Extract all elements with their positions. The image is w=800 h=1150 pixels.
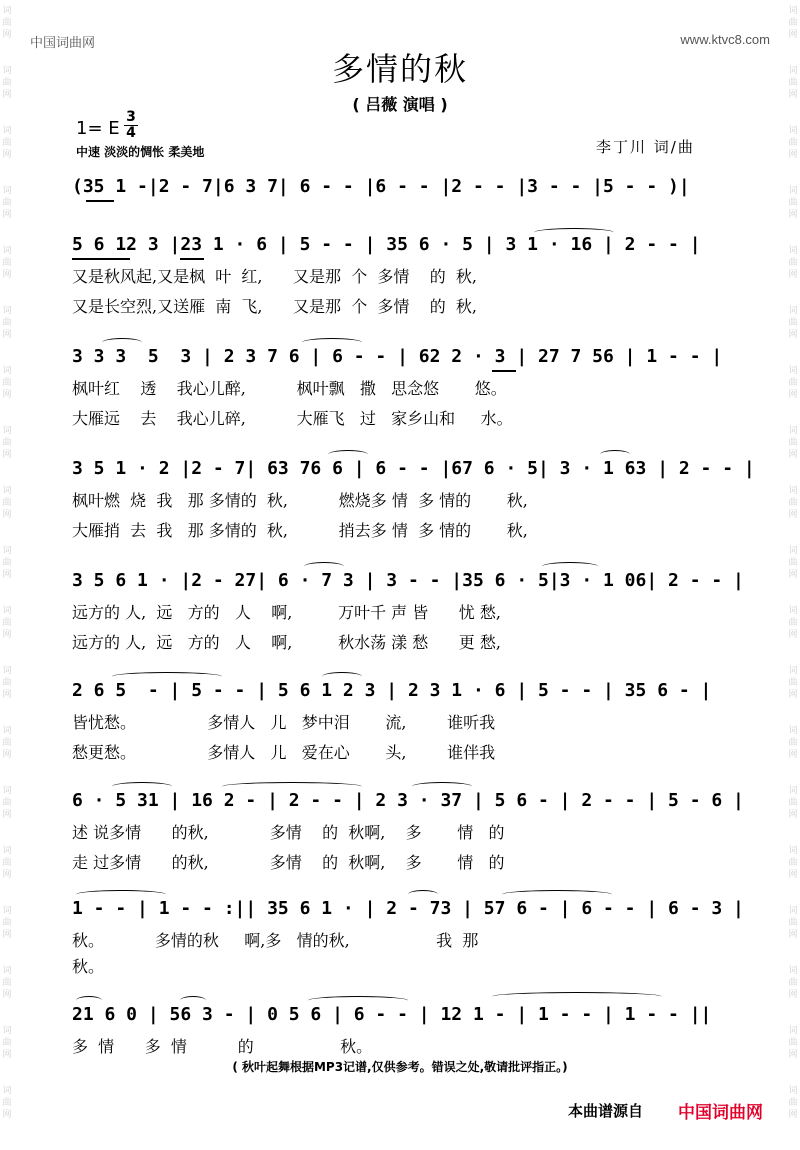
time-signature [124,110,138,141]
watermark-glyph: 曲 [2,618,12,628]
watermark-glyph: 网 [2,870,12,880]
watermark-glyph: 词 [2,606,12,616]
right-watermark-column [786,0,800,1150]
watermark-glyph: 词 [2,486,12,496]
watermark-glyph: 网 [2,150,12,160]
watermark-glyph: 词 [2,1026,12,1036]
watermark-glyph: 词 [2,126,12,136]
watermark-glyph: 曲 [788,198,798,208]
slur-mark [600,450,630,459]
watermark-glyph: 曲 [788,78,798,88]
watermark-glyph: 网 [2,210,12,220]
watermark-glyph: 网 [788,150,798,160]
watermark-glyph: 曲 [788,738,798,748]
watermark-glyph: 网 [788,870,798,880]
watermark-glyph: 网 [788,510,798,520]
watermark-glyph: 曲 [2,858,12,868]
watermark-glyph: 网 [788,630,798,640]
watermark-glyph: 词 [2,66,12,76]
lyric-line-verse-2: 大雁捎 去 我 那 多情的 秋, 捎去多 情 多 情的 秋, [72,521,528,540]
watermark-glyph: 网 [788,750,798,760]
watermark-glyph: 词 [788,906,798,916]
watermark-glyph: 曲 [2,438,12,448]
watermark-glyph: 网 [2,90,12,100]
watermark-glyph: 词 [788,666,798,676]
watermark-glyph: 曲 [2,138,12,148]
slur-mark [222,782,362,791]
watermark-glyph: 曲 [2,798,12,808]
watermark-glyph: 词 [788,246,798,256]
watermark-glyph: 网 [788,990,798,1000]
slur-mark [180,996,206,1005]
lyric-line-verse-2: 远方的 人, 远 方的 人 啊, 秋水荡 漾 愁 更 愁, [72,633,501,652]
watermark-glyph: 网 [788,210,798,220]
lyric-line-verse-1: 秋。 多情的秋 啊,多 情的秋, 我 那 [72,931,479,950]
watermark-glyph: 词 [788,6,798,16]
watermark-glyph: 词 [788,1086,798,1096]
watermark-glyph: 词 [788,966,798,976]
watermark-glyph: 网 [2,630,12,640]
lyricist-composer: 李丁川 词/曲 [596,138,695,156]
beat-underline [106,258,130,260]
watermark-glyph: 曲 [2,558,12,568]
watermark-glyph: 网 [788,270,798,280]
watermark-glyph: 曲 [2,258,12,268]
watermark-glyph: 网 [788,1110,798,1120]
watermark-glyph: 词 [788,486,798,496]
watermark-glyph: 曲 [788,258,798,268]
watermark-glyph: 词 [788,426,798,436]
watermark-glyph: 词 [2,246,12,256]
watermark-glyph: 网 [2,990,12,1000]
watermark-glyph: 曲 [2,318,12,328]
beat-underline [180,258,204,260]
slur-mark [328,450,368,459]
watermark-glyph: 词 [2,306,12,316]
slur-mark [492,992,662,1001]
watermark-glyph: 曲 [2,1038,12,1048]
watermark-glyph: 曲 [788,858,798,868]
watermark-glyph: 曲 [2,978,12,988]
watermark-glyph: 网 [788,330,798,340]
notation-line: 3 5 6 1 · |2 - 27| 6 · 7 3 | 3 - - |35 6 · 5|3 · 1 06| 2 - - | [72,570,744,591]
notation-line: 5 6 12 3 |23 1 · 6 | 5 - - | 35 6 · 5 | 3 1 · 16 | 2 - - | [72,234,701,255]
watermark-glyph: 曲 [2,18,12,28]
lyric-line-verse-1: 枫叶燃 烧 我 那 多情的 秋, 燃烧多 情 多 情的 秋, [72,491,528,510]
watermark-glyph: 词 [2,426,12,436]
slur-mark [534,228,614,237]
watermark-glyph: 词 [788,66,798,76]
watermark-glyph: 网 [788,90,798,100]
lyric-line-verse-2: 愁更愁。 多情人 儿 爱在心 头, 谁伴我 [72,743,496,762]
watermark-glyph: 词 [788,726,798,736]
watermark-glyph: 曲 [788,438,798,448]
singer-credit: ( 吕薇 演唱 ) [352,95,448,114]
source-label: 本曲谱源自 [568,1102,644,1120]
notation-line: 6 · 5 31 | 16 2 - | 2 - - | 2 3 · 37 | 5 6 - | 2 - - | 5 - 6 | [72,790,744,811]
watermark-glyph: 曲 [788,618,798,628]
left-watermark-column [0,0,14,1150]
lyric-line-verse-1: 述 说多情 的秋, 多情 的 秋啊, 多 情 的 [72,823,505,842]
slur-mark [322,672,362,681]
watermark-glyph: 词 [788,606,798,616]
slur-mark [76,996,102,1005]
watermark-glyph: 曲 [2,1098,12,1108]
watermark-glyph: 词 [2,366,12,376]
beat-underline [72,258,106,260]
watermark-glyph: 网 [2,390,12,400]
slur-mark [502,890,612,899]
watermark-glyph: 曲 [788,798,798,808]
watermark-glyph: 词 [788,846,798,856]
watermark-glyph: 曲 [788,918,798,928]
watermark-glyph: 词 [2,786,12,796]
watermark-glyph: 网 [2,270,12,280]
watermark-glyph: 词 [2,966,12,976]
notation-line: 3 3 3 5 3 | 2 3 7 6 | 6 - - | 62 2 · 3 | 27 7 56 | 1 - - | [72,346,723,367]
slur-mark [112,672,222,681]
lyric-line-verse-1: 多 情 多 情 的 秋。 [72,1037,373,1056]
notation-line: (35 1 -|2 - 7|6 3 7| 6 - - |6 - - |2 - - |3 - - |5 - - )| [72,176,690,197]
watermark-glyph: 曲 [2,198,12,208]
slur-mark [102,338,142,347]
slur-mark [408,890,438,899]
watermark-glyph: 网 [788,450,798,460]
watermark-glyph: 曲 [788,138,798,148]
watermark-glyph: 网 [2,450,12,460]
watermark-glyph: 词 [2,6,12,16]
watermark-glyph: 词 [2,546,12,556]
watermark-glyph: 网 [2,930,12,940]
lyric-line-verse-2: 又是长空烈,又送雁 南 飞, 又是那 个 多情 的 秋, [72,297,477,316]
lyric-line-verse-1: 远方的 人, 远 方的 人 啊, 万叶千 声 皆 忧 愁, [72,603,501,622]
watermark-glyph: 词 [788,786,798,796]
notation-line: 2 6 5 - | 5 - - | 5 6 1 2 3 | 2 3 1 · 6 | 5 - - | 35 6 - | [72,680,712,701]
watermark-glyph: 曲 [2,738,12,748]
watermark-glyph: 曲 [2,498,12,508]
watermark-glyph: 词 [788,306,798,316]
slur-mark [308,996,408,1005]
watermark-glyph: 词 [2,666,12,676]
site-url-top-right: www.ktvc8.com [680,32,770,47]
watermark-glyph: 网 [2,330,12,340]
watermark-glyph: 曲 [2,78,12,88]
notation-line: 21 6 0 | 56 3 - | 0 5 6 | 6 - - | 12 1 - | 1 - - | 1 - - || [72,1004,712,1025]
watermark-glyph: 曲 [788,558,798,568]
watermark-glyph: 网 [788,390,798,400]
watermark-glyph: 词 [788,1026,798,1036]
site-name-top-left: 中国词曲网 [30,36,96,51]
watermark-glyph: 词 [788,126,798,136]
notation-line: 3 5 1 · 2 |2 - 7| 63 76 6 | 6 - - |67 6 · 5| 3 · 1 63 | 2 - - | [72,458,755,479]
lyric-line-verse-2: 大雁远 去 我心儿碎, 大雁飞 过 家乡山和 水。 [72,409,513,428]
slur-mark [112,782,172,791]
watermark-glyph: 网 [2,810,12,820]
watermark-glyph: 词 [788,366,798,376]
watermark-glyph: 曲 [2,678,12,688]
slur-mark [542,562,598,571]
watermark-glyph: 词 [2,1086,12,1096]
transcription-note: ( 秋叶起舞根据MP3记谱,仅供参考。错误之处,敬请批评指正。) [232,1060,568,1074]
key-signature: 1= E [76,118,120,139]
source-site-name: 中国词曲网 [678,1103,763,1123]
lyric-line-verse-1: 枫叶红 透 我心儿醉, 枫叶飘 撒 思念悠 悠。 [72,379,507,398]
slur-mark [76,890,166,899]
watermark-glyph: 网 [788,810,798,820]
watermark-glyph: 网 [788,930,798,940]
watermark-glyph: 曲 [788,18,798,28]
watermark-glyph: 网 [2,570,12,580]
watermark-glyph: 网 [2,690,12,700]
watermark-glyph: 词 [788,546,798,556]
song-title: 多情的秋 [331,50,468,88]
slur-mark [302,338,362,347]
watermark-glyph: 词 [2,186,12,196]
watermark-glyph: 网 [788,30,798,40]
lyric-line-verse-1: 皆忧愁。 多情人 儿 梦中泪 流, 谁听我 [72,713,496,732]
watermark-glyph: 曲 [2,378,12,388]
watermark-glyph: 曲 [788,1038,798,1048]
watermark-glyph: 网 [788,690,798,700]
beat-underline [86,200,114,202]
watermark-glyph: 网 [2,30,12,40]
watermark-glyph: 曲 [2,918,12,928]
watermark-glyph: 曲 [788,678,798,688]
slur-mark [304,562,344,571]
watermark-glyph: 网 [788,570,798,580]
watermark-glyph: 曲 [788,318,798,328]
tempo-marking: 中速 淡淡的惆怅 柔美地 [76,145,205,159]
watermark-glyph: 词 [2,846,12,856]
watermark-glyph: 网 [2,750,12,760]
watermark-glyph: 网 [788,1050,798,1060]
time-signature-top: 3 [126,109,136,125]
watermark-glyph: 曲 [788,978,798,988]
watermark-glyph: 曲 [788,1098,798,1108]
watermark-glyph: 曲 [788,498,798,508]
watermark-glyph: 网 [2,1110,12,1120]
watermark-glyph: 词 [2,906,12,916]
watermark-glyph: 词 [2,726,12,736]
watermark-glyph: 网 [2,510,12,520]
watermark-glyph: 曲 [788,378,798,388]
watermark-glyph: 词 [788,186,798,196]
lyric-line-verse-2: 秋。 [72,957,105,976]
slur-mark [412,782,472,791]
time-signature-bottom: 4 [124,125,138,141]
notation-line: 1 - - | 1 - - :|| 35 6 1 · | 2 - 73 | 57 6 - | 6 - - | 6 - 3 | [72,898,744,919]
lyric-line-verse-1: 又是秋风起,又是枫 叶 红, 又是那 个 多情 的 秋, [72,267,477,286]
beat-underline [492,370,516,372]
watermark-glyph: 网 [2,1050,12,1060]
lyric-line-verse-2: 走 过多情 的秋, 多情 的 秋啊, 多 情 的 [72,853,505,872]
